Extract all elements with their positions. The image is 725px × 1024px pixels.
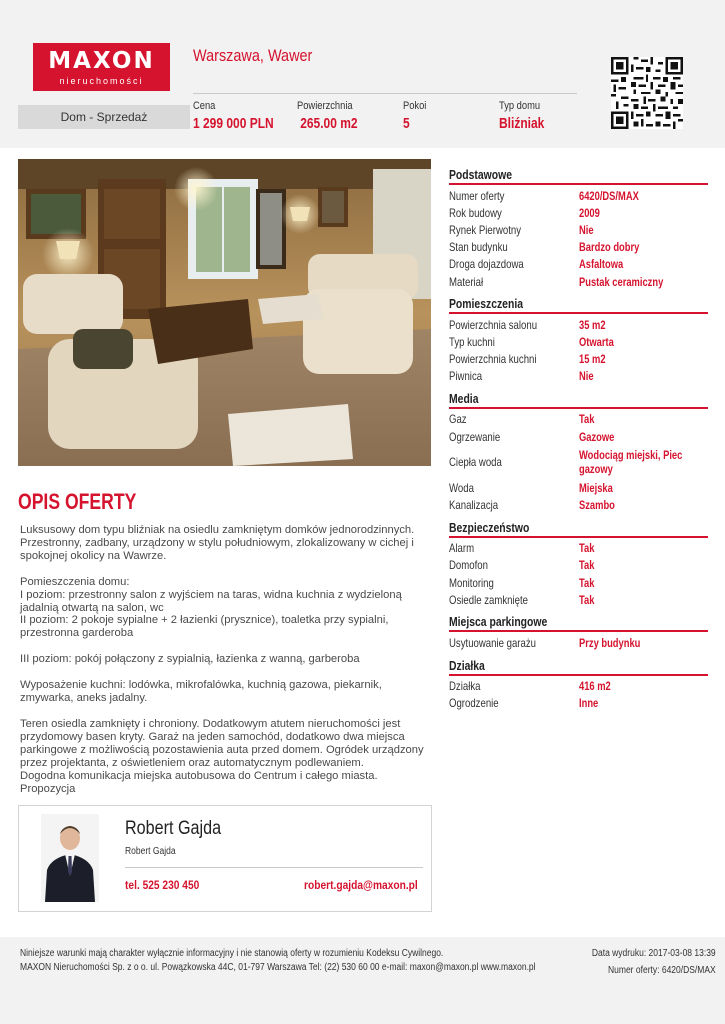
section-title: Podstawowe	[449, 167, 512, 182]
detail-row	[449, 445, 708, 479]
footer	[0, 937, 725, 1024]
footer-offer-number: Numer oferty: 6420/DS/MAX	[608, 965, 716, 976]
detail-key: Gaz	[449, 412, 467, 427]
detail-value	[579, 369, 708, 383]
detail-key: Ogrodzenie	[449, 696, 499, 711]
detail-row	[449, 368, 708, 385]
stat-label: Typ domu	[499, 100, 541, 112]
detail-value	[579, 206, 708, 220]
section-title: Miejsca parkingowe	[449, 614, 548, 630]
detail-key: Woda	[449, 480, 474, 495]
detail-value-text: Tak	[579, 412, 595, 427]
detail-value	[579, 430, 708, 444]
detail-key: Powierzchnia salonu	[449, 317, 538, 332]
section-media	[449, 391, 708, 514]
detail-key: Typ kuchni	[449, 334, 495, 349]
detail-value	[579, 257, 708, 271]
detail-value	[579, 448, 708, 476]
stat-label: Cena	[193, 100, 216, 112]
stat-value: 5	[403, 115, 410, 132]
detail-value-text: 15 m2	[579, 352, 606, 367]
detail-value-text: Wodociąg miejski, Piec	[579, 448, 683, 463]
agent-avatar	[41, 814, 99, 902]
detail-value	[579, 696, 708, 710]
section-title: Pomieszczenia	[449, 296, 523, 312]
header-divider	[193, 93, 577, 94]
section-pomieszczenia	[449, 296, 708, 385]
footer-disclaimer: Niniejsze warunki mają charakter wyłącznie informacyjny i nie stanowią oferty w rozumieniu Kodeksu Cywilnego.	[20, 948, 444, 959]
agent-phone-link[interactable]: tel. 525 230 450	[125, 878, 200, 892]
detail-row	[449, 574, 708, 591]
detail-row	[449, 678, 708, 695]
detail-value-text: Szambo	[579, 498, 615, 513]
detail-key: Monitoring	[449, 575, 494, 590]
agent-divider	[125, 867, 423, 868]
detail-value	[579, 593, 708, 607]
footer-company-info: MAXON Nieruchomości Sp. z o o. ul. Powązkowska 44C, 01-797 Warszawa Tel: (22) 530 60 00 e-mail: maxon@maxon.pl www.maxon.pl	[20, 962, 536, 973]
detail-value	[579, 576, 708, 590]
detail-row	[449, 221, 708, 238]
description-paragraph: Wyposażenie kuchni: lodówka, mikrofalówka, kuchnią gazowa, piekarnik, zmywarka, aneks jadalny.	[20, 679, 382, 705]
detail-row	[449, 695, 708, 712]
detail-value-text: 416 m2	[579, 679, 611, 694]
agent-email-link[interactable]: robert.gajda@maxon.pl	[304, 878, 418, 892]
maxon-logo[interactable]	[33, 43, 170, 91]
detail-row	[449, 634, 708, 651]
agent-subtitle: Robert Gajda	[125, 846, 176, 857]
detail-key: Rok budowy	[449, 205, 502, 220]
stat-value: 265.00 m2	[300, 115, 358, 132]
detail-value-text: Pustak ceramiczny	[579, 274, 664, 289]
detail-value	[579, 636, 708, 650]
stat-rooms	[403, 100, 431, 132]
stat-value: Bliźniak	[499, 115, 545, 132]
detail-key: Numer oferty	[449, 188, 505, 203]
detail-value	[579, 541, 708, 555]
detail-value-text: Tak	[579, 558, 595, 573]
section-divider	[449, 630, 708, 632]
detail-value	[579, 335, 708, 349]
detail-row	[449, 411, 708, 428]
detail-key: Osiedle zamknięte	[449, 592, 528, 607]
section-bezpieczenstwo	[449, 520, 708, 609]
footer-print-date: Data wydruku: 2017-03-08 13:39	[592, 948, 716, 959]
detail-key: Rynek Pierwotny	[449, 222, 522, 237]
detail-value-text: 6420/DS/MAX	[579, 188, 639, 203]
detail-value-text: 35 m2	[579, 317, 606, 332]
detail-key: Materiał	[449, 274, 484, 289]
logo-subtitle: nieruchomości	[59, 76, 144, 86]
detail-row	[449, 557, 708, 574]
detail-value	[579, 558, 708, 572]
detail-row	[449, 256, 708, 273]
section-podstawowe	[449, 167, 708, 290]
section-title: Działka	[449, 657, 485, 673]
agent-name: Robert Gajda	[125, 818, 222, 839]
detail-key: Ogrzewanie	[449, 429, 501, 444]
detail-key: Droga dojazdowa	[449, 257, 524, 272]
details-panel	[449, 167, 708, 718]
detail-value-text: Nie	[579, 222, 594, 237]
description-paragraph: III poziom: pokój połączony z sypialnią, łazienka z wanną, garberoba	[20, 653, 360, 666]
stat-label: Pokoi	[403, 100, 427, 112]
detail-value-text: Asfaltowa	[579, 257, 624, 272]
description-title: OPIS OFERTY	[18, 489, 137, 514]
stat-value: 1 299 000 PLN	[193, 115, 274, 132]
detail-value	[579, 189, 708, 203]
detail-value-text: Gazowe	[579, 429, 615, 444]
detail-value	[579, 352, 708, 366]
section-divider	[449, 536, 708, 538]
detail-row	[449, 204, 708, 221]
detail-row	[449, 540, 708, 557]
detail-key: Ciepła woda	[449, 455, 502, 470]
detail-key: Usytuowanie garażu	[449, 635, 536, 650]
section-title: Media	[449, 390, 479, 406]
description-body	[20, 524, 432, 808]
description-paragraph: Teren osiedla zamknięty i chroniony. Dodatkowym atutem nieruchomości jest przydomowy basen kryty. Garaż na jeden samochód, dodatkowo dwa miejsca parkingowe z możliwością pozostawienia auta przed domem. Ogródek urządzony przez projektanta, z oświetleniem oraz automatycznym podlewaniem. Dogodna komunikacja miejska autobusowa do Centrum i całego miasta. Propozycja	[20, 717, 424, 795]
description-paragraph: Luksusowy dom typu bliźniak na osiedlu zamkniętym domków jednorodzinnych. Przestronny, zadbany, urządzony w stylu południowym, zlokalizowany w cichej i spokojnej okolicy na Wawrze.	[20, 524, 415, 562]
stat-label: Powierzchnia	[297, 100, 353, 112]
detail-row	[449, 496, 708, 513]
detail-key: Kanalizacja	[449, 498, 499, 513]
detail-value	[579, 679, 708, 693]
agent-card	[18, 805, 432, 912]
detail-value-text: Miejska	[579, 480, 613, 495]
stat-area	[297, 100, 373, 132]
section-title: Bezpieczeństwo	[449, 519, 530, 535]
property-photo[interactable]	[18, 159, 431, 466]
location-title: Warszawa, Wawer	[193, 46, 313, 65]
detail-row	[449, 479, 708, 496]
detail-value-text: Nie	[579, 369, 594, 384]
section-dzialka	[449, 658, 708, 712]
detail-key: Domofon	[449, 558, 488, 573]
section-divider	[449, 183, 708, 185]
section-divider	[449, 674, 708, 676]
detail-row	[449, 316, 708, 333]
stat-house-type	[499, 100, 556, 132]
detail-row	[449, 591, 708, 608]
detail-value	[579, 318, 708, 332]
detail-key: Powierzchnia kuchni	[449, 352, 537, 367]
stat-price	[193, 100, 294, 132]
detail-value	[579, 498, 708, 512]
detail-row	[449, 428, 708, 445]
detail-value	[579, 275, 708, 289]
detail-value	[579, 223, 708, 237]
detail-value-text: Przy budynku	[579, 635, 641, 650]
detail-key: Piwnica	[449, 369, 483, 384]
header	[0, 0, 725, 148]
detail-row	[449, 351, 708, 368]
detail-value-text: Otwarta	[579, 334, 614, 349]
detail-row	[449, 239, 708, 256]
section-divider	[449, 312, 708, 314]
detail-value-text: gazowy	[579, 462, 613, 477]
detail-row	[449, 333, 708, 350]
detail-value-text: Tak	[579, 592, 595, 607]
detail-key: Alarm	[449, 541, 475, 556]
detail-value	[579, 240, 708, 254]
detail-value	[579, 412, 708, 426]
detail-value-text: Tak	[579, 575, 595, 590]
section-miejsca-parkingowe	[449, 614, 708, 651]
detail-value-text: 2009	[579, 205, 600, 220]
detail-value	[579, 481, 708, 495]
detail-key: Działka	[449, 679, 481, 694]
detail-row	[449, 273, 708, 290]
detail-value-text: Inne	[579, 696, 599, 711]
detail-value-text: Bardzo dobry	[579, 240, 640, 255]
detail-row	[449, 187, 708, 204]
detail-value-text: Tak	[579, 541, 595, 556]
description-paragraph: Pomieszczenia domu: I poziom: przestronny salon z wyjściem na taras, widna kuchnia z wydzieloną jadalnią otwartą na salon, wc II poziom: 2 pokoje sypialne + 2 łazienki (prysznice), toaletka przy sypialni, przestronna garderoba	[20, 575, 402, 640]
logo-wordmark: MAXON	[48, 48, 155, 74]
offer-type-badge: Dom - Sprzedaż	[18, 105, 190, 129]
section-divider	[449, 407, 708, 409]
detail-key: Stan budynku	[449, 240, 508, 255]
qr-code-icon[interactable]	[611, 57, 683, 129]
